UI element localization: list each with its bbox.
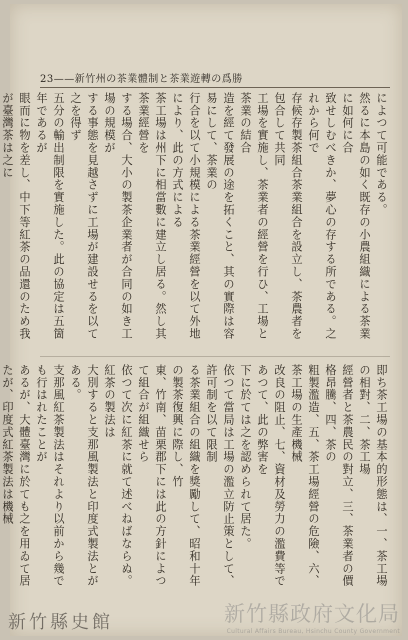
lower-right-paragraph	[135, 364, 390, 599]
lower-right_columns-line: 粗製濫造、五、茶工場經營の危險、六、茶工場の生產機械	[290, 364, 320, 588]
lower-right_columns-line: 下に於ては之を認められて居た。	[239, 364, 252, 550]
upper-right_columns-line: 然るに本島の如く既存の小農組織による茶業に如何に合	[341, 92, 371, 340]
upper-right_columns-line: によつて可能である。	[375, 92, 388, 216]
lower-columns-line: あるが、大體臺灣に於ても之を用ゐて居たが、印度式紅茶製法は機械	[1, 364, 31, 588]
upper-right_columns-line: する場合、大小の製茶企業者が合同の如き工場の規模が	[103, 92, 133, 340]
lower-right_columns-line: 東、竹南、苗栗郡下には此の方針によつて組合が組織せら	[137, 364, 167, 588]
lower-right_columns-line: 經營者と茶農民の對立、三、茶業者の價格昂騰、四、茶の	[324, 364, 354, 588]
lower-text-block	[1, 364, 390, 599]
watermark-text: 新竹縣政府文化局	[224, 602, 400, 626]
upper-right_columns-line: 致せしむべきか、夢心の存する所である。之れから何で	[307, 92, 337, 340]
upper-columns-line: 五分の輸出制限を實施した。此の協定は五箇年であるが	[35, 92, 65, 340]
lower-right_columns-line: 依つて當局は工場の濫立防止策として、許可制を以て限制	[205, 364, 235, 588]
book-page	[1, 4, 402, 636]
upper-right_columns-line: 行合を以て小規模による茶業經營を以て外地により、此の方式による	[171, 92, 201, 340]
upper-right-paragraph	[67, 92, 390, 352]
lower-columns-line: 依つて次に紅茶に就て述べねばならぬ。紅茶の製法は	[103, 364, 133, 588]
page-number: 23	[40, 74, 54, 85]
upper-columns-line: 眼而に物を差し、中下等紅茶の品還のため我が臺灣茶は之に	[1, 92, 31, 340]
lower-right_columns-line: 改良の阻止、七、資材及勞力の濫費等であつて、此の弊害を	[256, 364, 286, 588]
upper-right_columns-line: 工場を實施し、茶業者の經營を行ひ、工場と茶業の結合	[239, 92, 269, 340]
lower-right_columns-line: 即ち茶工場の基本的形態は、一、茶工場の相對、二、茶工場	[358, 364, 388, 588]
header-title: ——新竹州の茶業體制と茶業遊轉の爲勝	[53, 74, 243, 85]
lower-right_columns-line: る茶業組合の組織を獎勵して、昭和十年の製茶復興に際し、竹	[171, 364, 201, 588]
lower-columns-line: 大別すると支那風製法と印度式製法とがある。	[69, 364, 99, 588]
upper-right_columns-line: 茶工場は州下に相當數に建立し居る。然し其茶業經營を	[137, 92, 167, 340]
upper-right_columns-line: 存候存製茶組合茶業組合を設立し、茶農者を包合して共同	[273, 92, 303, 340]
library-stamp	[8, 608, 128, 634]
watermark-logo	[200, 598, 400, 635]
upper-text-block	[1, 92, 390, 352]
stamp-text: 新竹縣史館	[8, 612, 113, 633]
section-divider	[40, 356, 390, 357]
upper-right_columns-line: 造を經て發展の途を拓くこと、其の實際は容易にして、茶業の	[205, 92, 235, 340]
upper-right_columns-line: する事態を見越さずに工場が建設せるを以て之を得ず	[69, 92, 99, 340]
lower-left-paragraph	[0, 364, 135, 599]
running-header	[40, 70, 390, 88]
watermark-subtext: Cultural Affairs Bureau, Hsinchu County Government	[226, 628, 400, 635]
upper-left-paragraph	[0, 92, 67, 352]
lower-columns-line: 支那風紅茶製法はそれより以前から幾でも行はれたことが	[35, 364, 65, 588]
